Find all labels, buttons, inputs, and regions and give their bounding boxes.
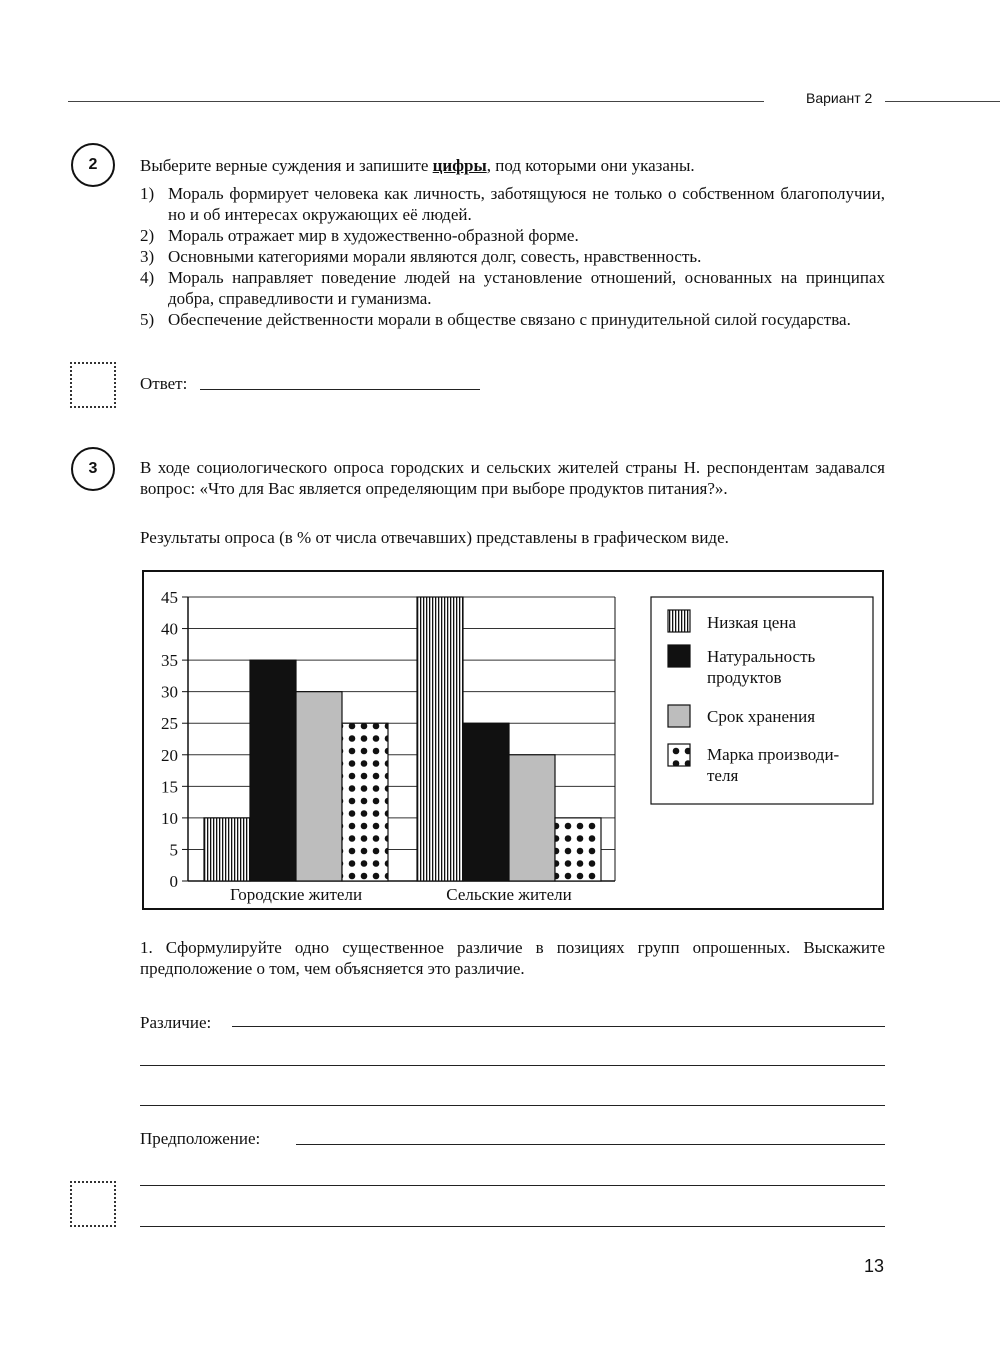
question-2-number: 2 (71, 143, 115, 187)
legend-label-3: Марка производи- (707, 745, 840, 764)
answer-line[interactable] (200, 389, 480, 390)
chart-frame (142, 570, 884, 910)
category-label: Городские жители (229, 885, 363, 904)
question-2-intro-post: , под которыми они указаны. (486, 156, 695, 175)
option-2 (140, 225, 885, 246)
legend-label-1: Натуральность (707, 647, 816, 666)
option-4-number: 4) (140, 268, 155, 287)
difference-line-1[interactable] (232, 1026, 885, 1027)
option-1 (140, 183, 885, 225)
chart-bars (204, 597, 601, 881)
question-2-intro-pre: Выберите верные суждения и запишите (140, 156, 433, 175)
y-tick-label: 30 (161, 682, 178, 702)
bar-0-3 (342, 723, 388, 881)
assumption-line-3[interactable] (140, 1226, 885, 1227)
bar-1-0 (417, 597, 463, 881)
y-tick-label: 10 (161, 808, 178, 828)
legend-label-2: Срок хранения (707, 707, 816, 726)
y-tick-label: 5 (169, 840, 178, 860)
y-tick-label: 35 (161, 651, 178, 671)
question-3-results: Результаты опроса (в % от числа отвечавших) представлены в графическом виде. (140, 528, 729, 547)
assumption-line-2[interactable] (140, 1185, 885, 1186)
chart-categories (230, 885, 572, 904)
bar-1-2 (509, 755, 555, 881)
chart-ticks (161, 588, 188, 891)
question-2-options (140, 183, 885, 330)
question-2-intro-bold: цифры (432, 156, 487, 175)
option-4-text: Мораль направляет поведение людей на установление отношений, основанных на принципах добра, справедливости и гуманизма. (168, 268, 885, 308)
question-2-intro (140, 155, 885, 176)
option-2-text: Мораль отражает мир в художественно-образной форме. (168, 226, 579, 245)
question-3-task: 1. Сформулируйте одно существенное различие в позициях групп опрошенных. Выскажите предположение о том, чем объясняется это различие. (140, 938, 885, 978)
question-2-score-box[interactable] (70, 362, 116, 408)
answer-label: Ответ: (140, 374, 188, 393)
question-3-score-box[interactable] (70, 1181, 116, 1227)
option-3 (140, 246, 885, 267)
survey-bar-chart (144, 572, 882, 908)
legend-swatch-0 (668, 610, 690, 632)
y-tick-label: 20 (161, 745, 178, 765)
difference-line-3[interactable] (140, 1105, 885, 1106)
bar-0-2 (296, 692, 342, 881)
y-tick-label: 25 (161, 714, 178, 734)
question-3-intro: В ходе социологического опроса городских и сельских жителей страны Н. респондентам задавался вопрос: «Что для Вас является определяющим при выборе продуктов питания?». (140, 458, 885, 498)
option-5 (140, 309, 885, 330)
option-5-number: 5) (140, 310, 155, 329)
legend-swatch-2 (668, 705, 690, 727)
bar-0-0 (204, 818, 250, 881)
legend-label-0: Низкая цена (707, 613, 796, 632)
option-5-text: Обеспечение действенности морали в обществе связано с принудительной силой государства. (168, 310, 851, 329)
option-4 (140, 267, 885, 309)
y-tick-label: 40 (161, 619, 178, 639)
y-tick-label: 15 (161, 777, 178, 797)
legend-label-3: теля (707, 766, 739, 785)
legend-label-1: продуктов (707, 668, 782, 687)
y-tick-label: 45 (161, 588, 178, 607)
variant-label: Вариант 2 (806, 90, 873, 106)
bar-1-1 (463, 723, 509, 881)
option-3-text: Основными категориями морали являются долг, совесть, нравственность. (168, 247, 702, 266)
option-3-number: 3) (140, 247, 155, 266)
page-number: 13 (864, 1256, 885, 1276)
option-2-number: 2) (140, 226, 155, 245)
chart-legend (651, 597, 873, 804)
legend-swatch-3 (668, 744, 690, 766)
bar-1-3 (555, 818, 601, 881)
assumption-label: Предположение: (140, 1129, 261, 1148)
legend-swatch-1 (668, 645, 690, 667)
option-1-text: Мораль формирует человека как личность, заботящуюся не только о собственном благополучии, но и об интересах окружающих её людей. (168, 184, 885, 224)
option-1-number: 1) (140, 184, 155, 203)
header-rule-left (68, 101, 764, 102)
bar-0-1 (250, 660, 296, 881)
assumption-line-1[interactable] (296, 1144, 885, 1145)
y-tick-label: 0 (169, 872, 178, 891)
difference-label: Различие: (140, 1013, 212, 1032)
difference-line-2[interactable] (140, 1065, 885, 1066)
question-3-number: 3 (71, 447, 115, 491)
category-label: Сельские жители (446, 885, 572, 904)
header-rule-right (885, 101, 1000, 102)
